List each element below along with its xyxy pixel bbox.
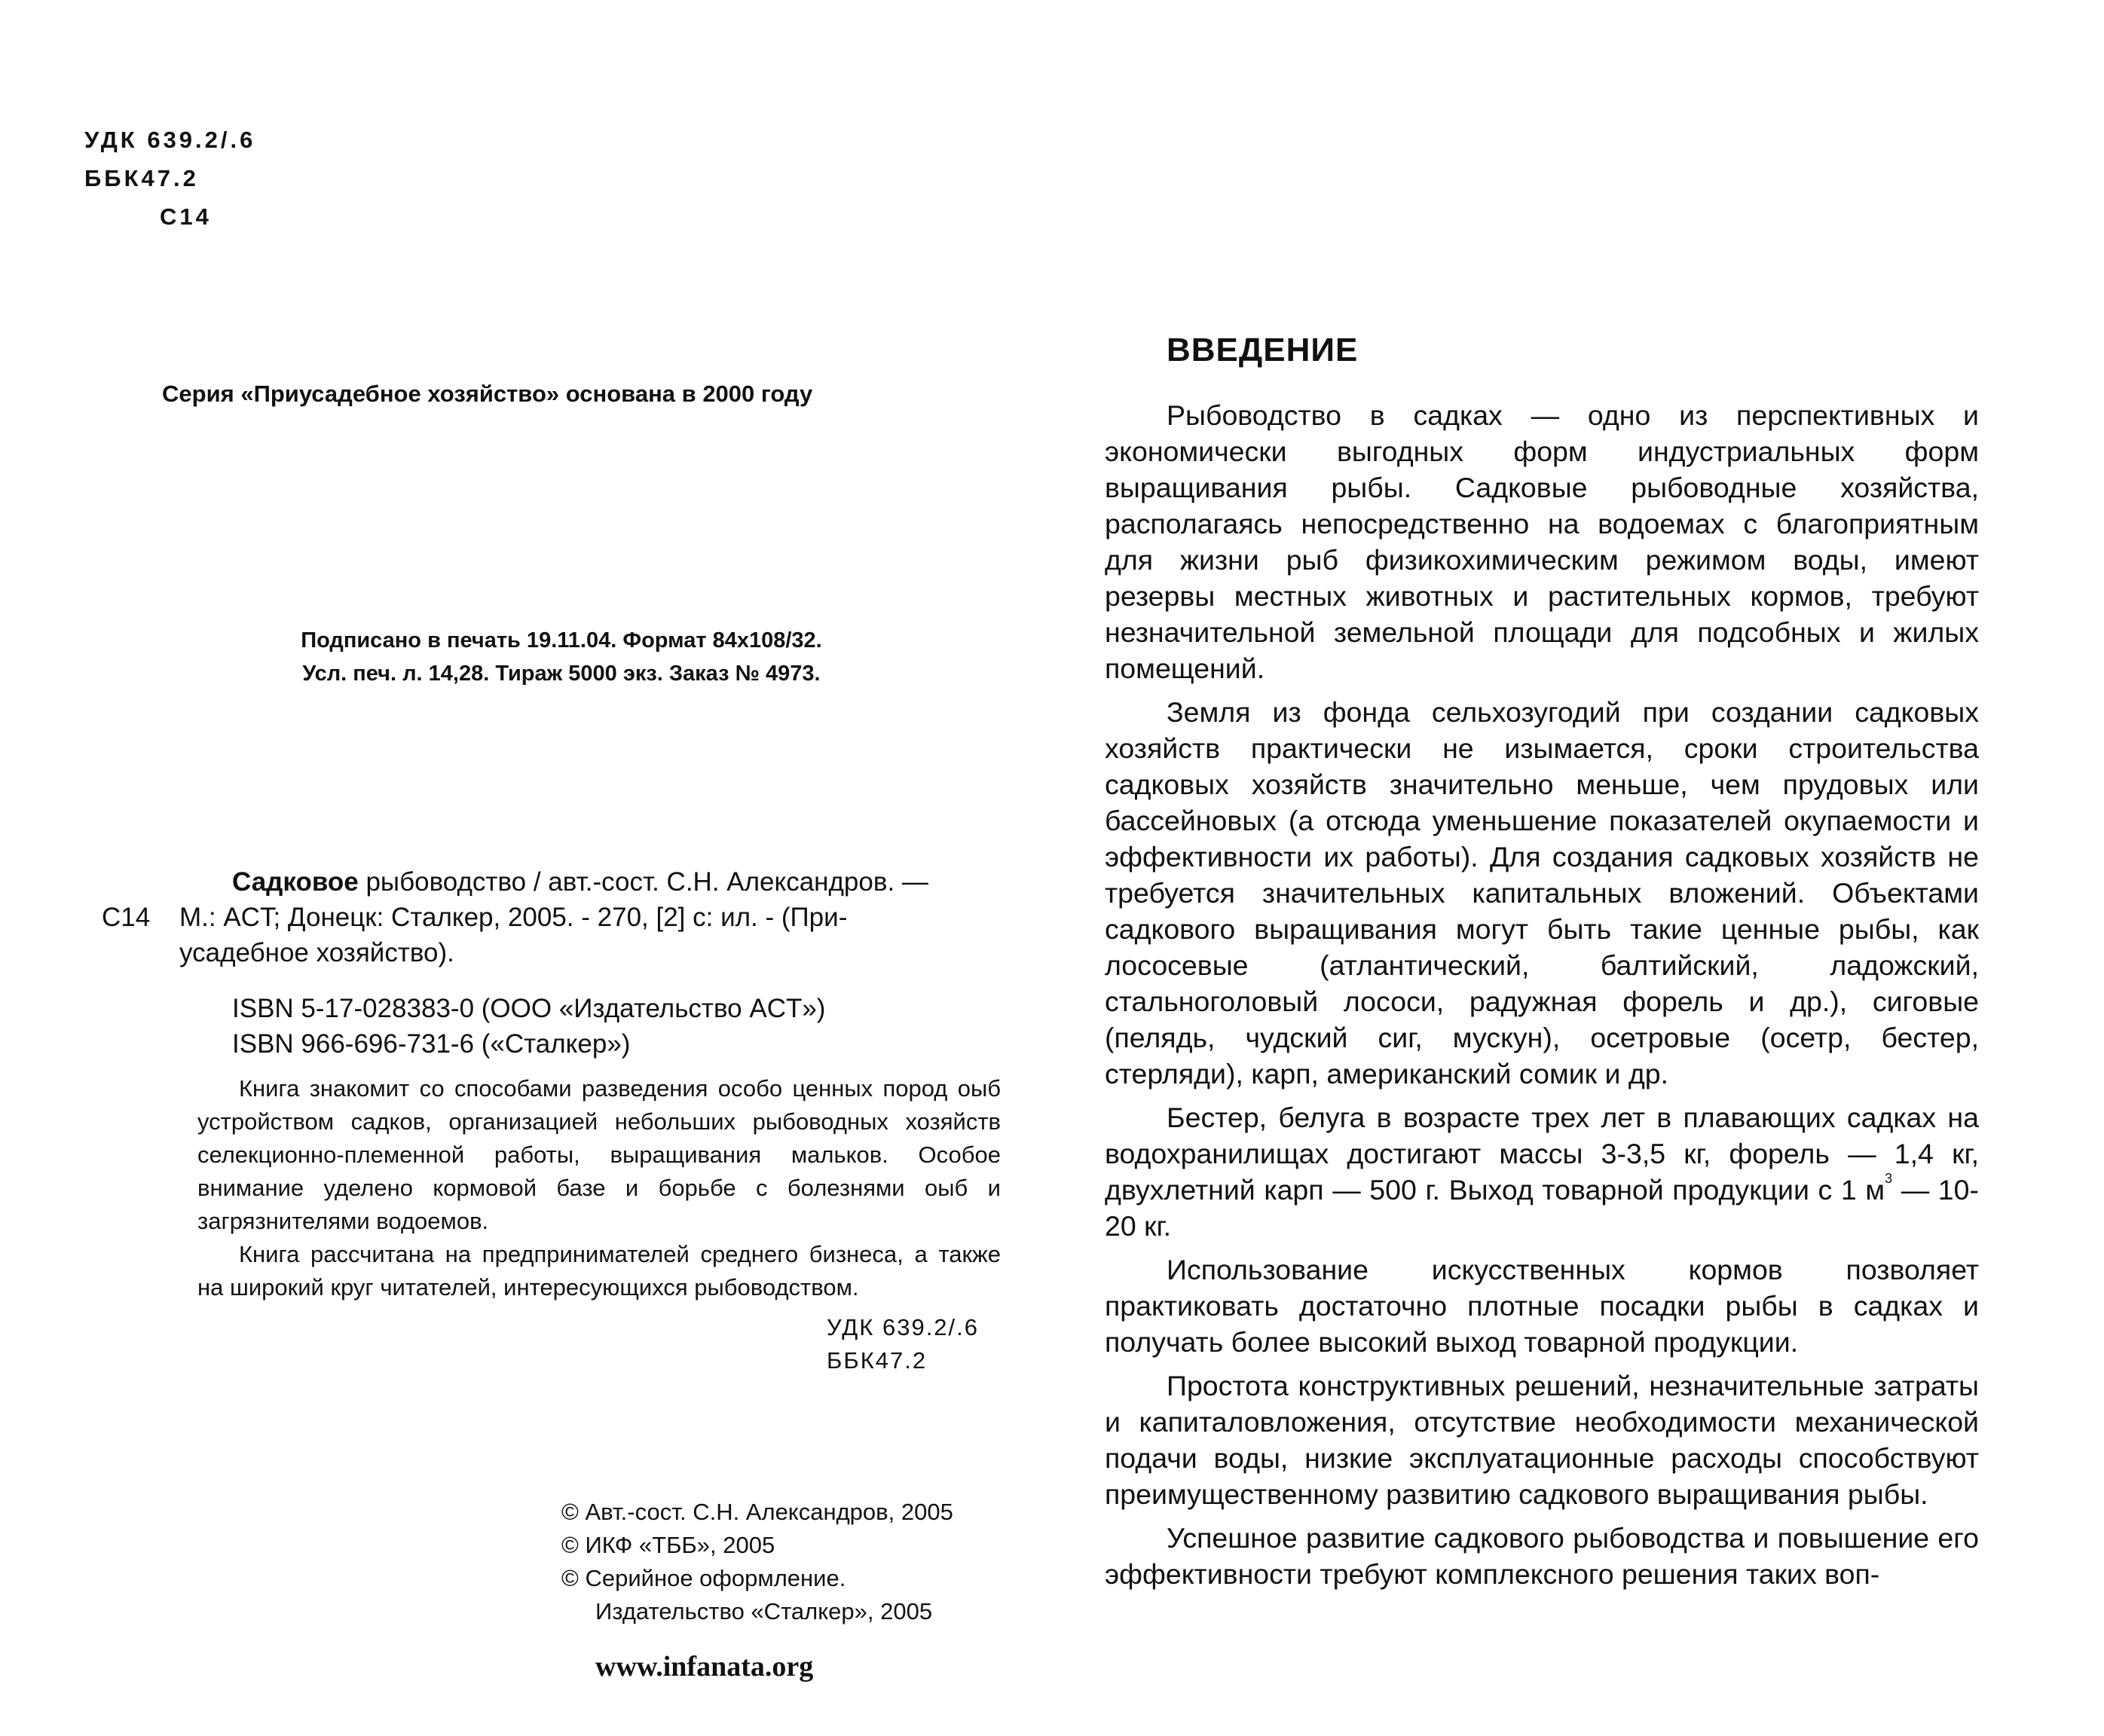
- chapter-body: [1105, 397, 1979, 1600]
- series-line: Серия «Приусадебное хозяйство» основана в 2000 году: [162, 381, 813, 407]
- body-paragraph: Простота конструктивных решений, незначительные затраты и капиталовложения, отсутствие необходимости механической подачи воды, низкие эксплуатационные расходы способствуют преимущественному развитию садкового выращивания рыбы.: [1105, 1370, 1979, 1510]
- bib-title-bold: Садковое: [232, 867, 359, 897]
- body-paragraph-text: Бестер, белуга в возрасте трех лет в плавающих садках на водохранилищах достигают массы 3-3,5 кг, форель — 1,4 кг, двухлетний карп — 500 г. Выход товарной продукции с 1 м: [1105, 1102, 1979, 1206]
- copyright-block: [561, 1496, 953, 1628]
- bib-code: С14: [102, 903, 151, 932]
- udk-code-footer: УДК 639.2/.6: [827, 1314, 980, 1340]
- copyright-line: © ИКФ «ТББ», 2005: [561, 1532, 775, 1558]
- right-page: [1052, 0, 2104, 1736]
- annotation-paragraph: Книга рассчитана на предпринимателей среднего бизнеса, а также на широкий круг читателей, интересующихся рыбоводством.: [197, 1241, 1001, 1300]
- body-paragraph: Земля из фонда сельхозугодий при создании садковых хозяйств практически не изымается, сроки строительства садковых хозяйств значительно меньше, чем прудовых или бассейновых (а отсюда уменьшение показателей окупаемости и эффективности их работы). Для создания садковых хозяйств не требуется значительных капитальных вложений. Объектами садкового выращивания могут быть такие ценные рыбы, как лососевые (атлантический, балтийский, ладожский, стальноголовый лососи, радужная форель и др.), сиговые (пелядь, чудский сиг, мускун), осетровые (осетр, бестер, стерляди), карп, американский сомик и др.: [1105, 696, 1979, 1090]
- copyright-line: © Авт.-сост. С.Н. Александров, 2005: [561, 1499, 953, 1525]
- annotation-paragraph: Книга знакомит со способами разведения особо ценных пород оыб устройством садков, организацией небольших рыбоводных хозяйств селекционно-племенной работы, выращивания мальков. Особое внимание уделено кормовой базе и борьбе с болезнями оыб и загрязнителями водоемов.: [197, 1075, 1001, 1234]
- classification-block: [84, 121, 255, 236]
- body-paragraph: Использование искусственных кормов позволяет практиковать достаточно плотные посадки рыбы в садках и получать более высокий выход товарной продукции.: [1105, 1254, 1979, 1358]
- copyright-line: © Серийное оформление.: [561, 1565, 846, 1591]
- body-paragraph: [1105, 1099, 1979, 1244]
- isbn-ast: ISBN 5-17-028383-0 (ООО «Издательство ACT»): [232, 994, 826, 1023]
- print-info-line1: Подписано в печать 19.11.04. Формат 84x108/32.: [301, 628, 822, 653]
- chapter-title: ВВЕДЕНИЕ: [1167, 332, 1359, 368]
- superscript: 3: [1885, 1171, 1893, 1186]
- copyright-line: Издательство «Сталкер», 2005: [595, 1598, 933, 1624]
- print-info-line2: Усл. печ. л. 14,28. Тираж 5000 экз. Заказ № 4973.: [302, 662, 821, 686]
- body-paragraph-tail: — 10-20 кг.: [1105, 1174, 1979, 1242]
- classification-footer: [827, 1311, 979, 1377]
- bbk-code-footer: ББК47.2: [827, 1347, 928, 1374]
- print-info: [241, 624, 882, 690]
- author-code: С14: [160, 203, 212, 230]
- body-paragraph: Рыбоводство в садках — одно из перспективных и экономически выгодных форм индустриальных форм выращивания рыбы. Садковые рыбоводные хозяйства, располагаясь непосредственно на водоемах с благоприятным для жизни рыб физикохимическим режимом воды, имеют резервы местных животных и растительных кормов, требуют незначительной земельной площади для подсобных и жилых помещений.: [1105, 399, 1979, 684]
- website-link[interactable]: www.infanata.org: [595, 1651, 814, 1683]
- udk-code: УДК 639.2/.6: [84, 127, 256, 153]
- body-paragraph: Успешное развитие садкового рыбоводства и повышение его эффективности требуют комплексного решения таких воп-: [1105, 1522, 1979, 1590]
- bib-line3: усадебное хозяйство).: [179, 938, 454, 967]
- bib-line1: [232, 864, 928, 900]
- bbk-code: ББК47.2: [84, 165, 199, 191]
- annotation: [197, 1072, 1001, 1304]
- isbn-stalker: ISBN 966-696-731-6 («Сталкер»): [232, 1029, 631, 1059]
- bib-line1-rest: рыбоводство / авт.-сост. С.Н. Александров. —: [358, 867, 928, 897]
- bib-line2: М.: ACT; Донецк: Сталкер, 2005. - 270, [2] с: ил. - (При-: [179, 903, 848, 932]
